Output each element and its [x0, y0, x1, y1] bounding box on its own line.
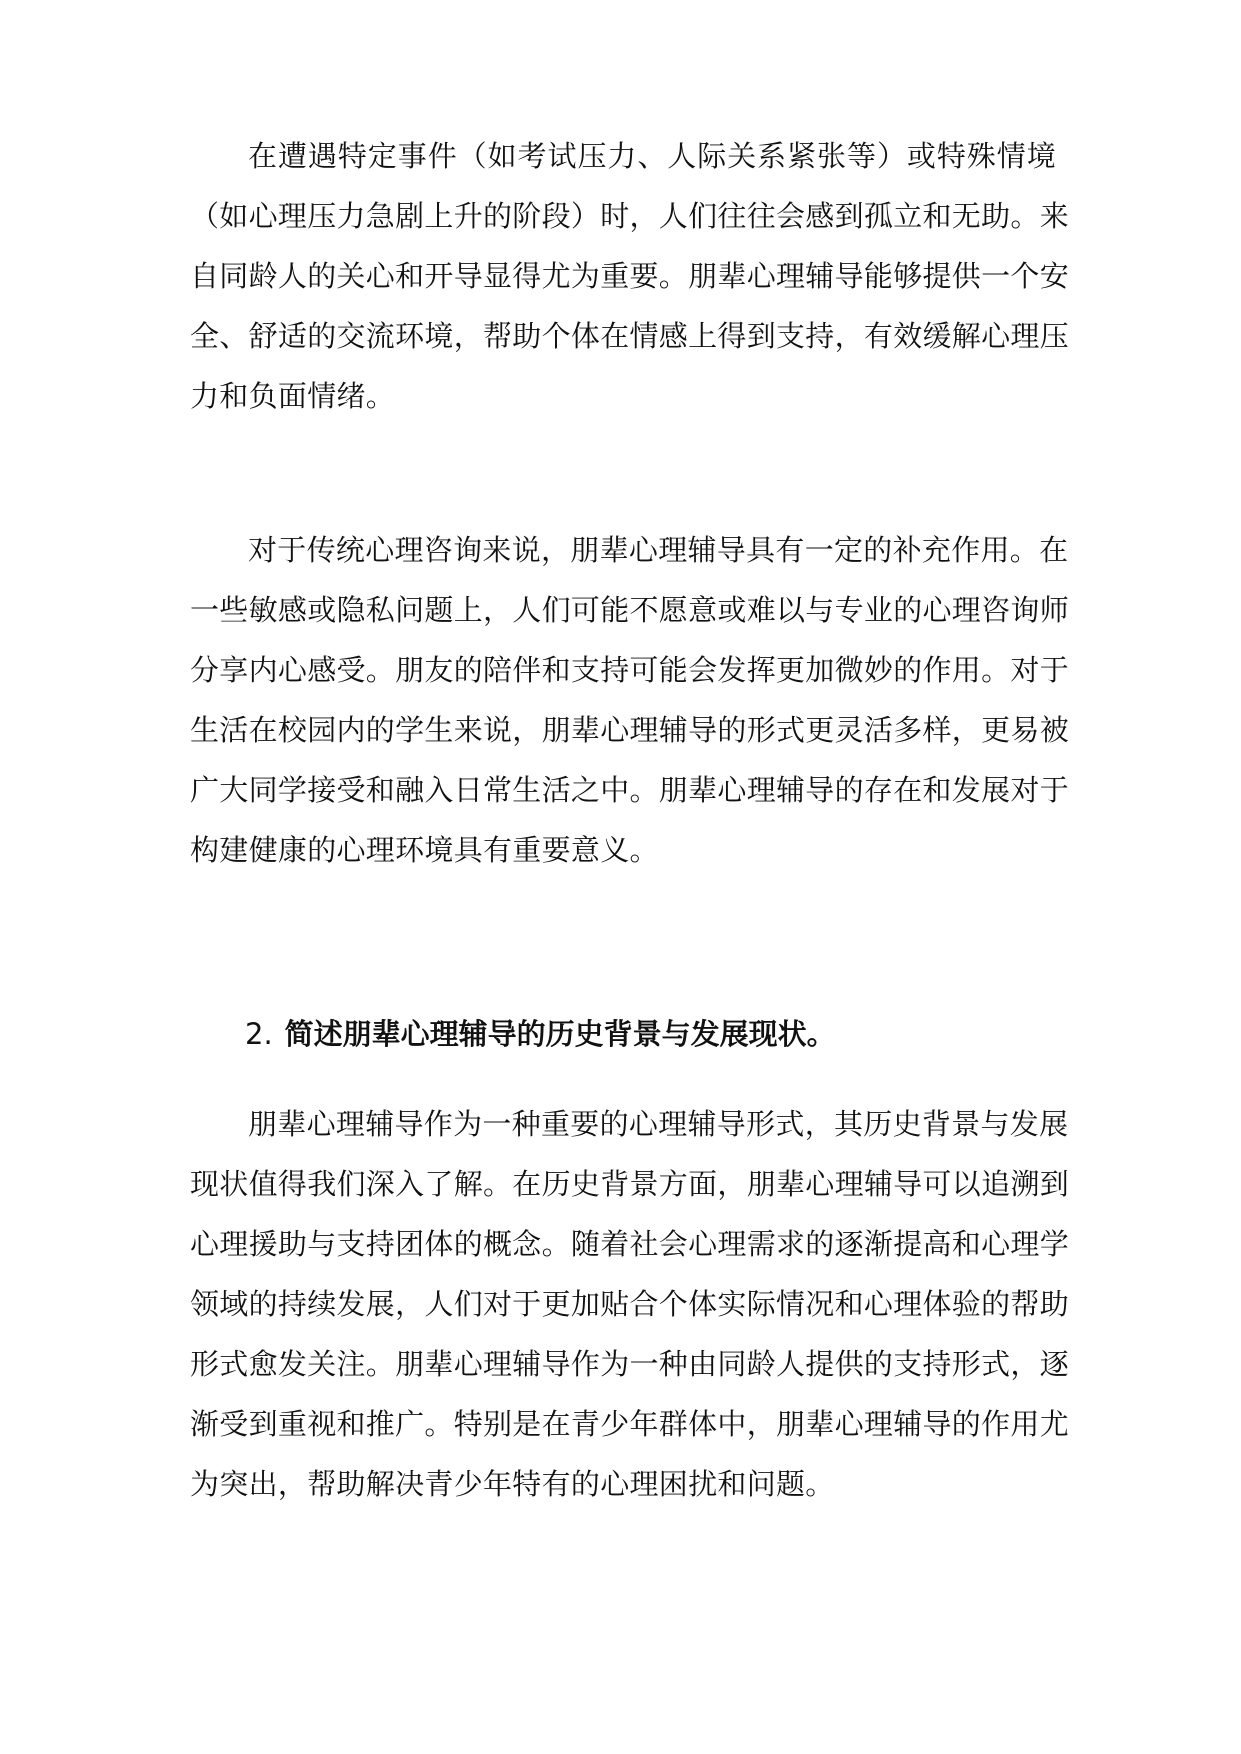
paragraph-line: 构建健康的心理环境具有重要意义。 — [190, 833, 659, 867]
paragraph-line: 一些敏感或隐私问题上，人们可能不愿意或难以与专业的心理咨询师 — [190, 593, 1070, 627]
paragraph-line: 心理援助与支持团体的概念。随着社会心理需求的逐渐提高和心理学 — [190, 1227, 1070, 1261]
paragraph-2 — [190, 520, 1070, 880]
paragraph-line: （如心理压力急剧上升的阶段）时，人们往往会感到孤立和无助。来 — [190, 199, 1070, 233]
paragraph-line: 广大同学接受和融入日常生活之中。朋辈心理辅导的存在和发展对于 — [190, 773, 1070, 807]
paragraph-1 — [190, 126, 1070, 426]
paragraph-line: 对于传统心理咨询来说，朋辈心理辅导具有一定的补充作用。在 — [248, 533, 1069, 567]
paragraph-3 — [190, 1094, 1070, 1514]
paragraph-line: 形式愈发关注。朋辈心理辅导作为一种由同龄人提供的支持形式，逐 — [190, 1347, 1070, 1381]
section-heading — [245, 1004, 836, 1064]
paragraph-line: 渐受到重视和推广。特别是在青少年群体中，朋辈心理辅导的作用尤 — [190, 1407, 1070, 1441]
paragraph-line: 朋辈心理辅导作为一种重要的心理辅导形式，其历史背景与发展 — [248, 1107, 1069, 1141]
paragraph-line: 力和负面情绪。 — [190, 379, 396, 413]
paragraph-line: 自同龄人的关心和开导显得尤为重要。朋辈心理辅导能够提供一个安 — [190, 259, 1070, 293]
section-number: 2. — [245, 1017, 273, 1051]
paragraph-line: 分享内心感受。朋友的陪伴和支持可能会发挥更加微妙的作用。对于 — [190, 653, 1070, 687]
paragraph-line: 领域的持续发展，人们对于更加贴合个体实际情况和心理体验的帮助 — [190, 1287, 1070, 1321]
section-title: 简述朋辈心理辅导的历史背景与发展现状。 — [284, 1017, 836, 1051]
paragraph-line: 在遭遇特定事件（如考试压力、人际关系紧张等）或特殊情境 — [248, 139, 1056, 173]
paragraph-line: 为突出，帮助解决青少年特有的心理困扰和问题。 — [190, 1467, 835, 1501]
paragraph-line: 全、舒适的交流环境，帮助个体在情感上得到支持，有效缓解心理压 — [190, 319, 1070, 353]
paragraph-line: 现状值得我们深入了解。在历史背景方面，朋辈心理辅导可以追溯到 — [190, 1167, 1070, 1201]
paragraph-line: 生活在校园内的学生来说，朋辈心理辅导的形式更灵活多样，更易被 — [190, 713, 1070, 747]
